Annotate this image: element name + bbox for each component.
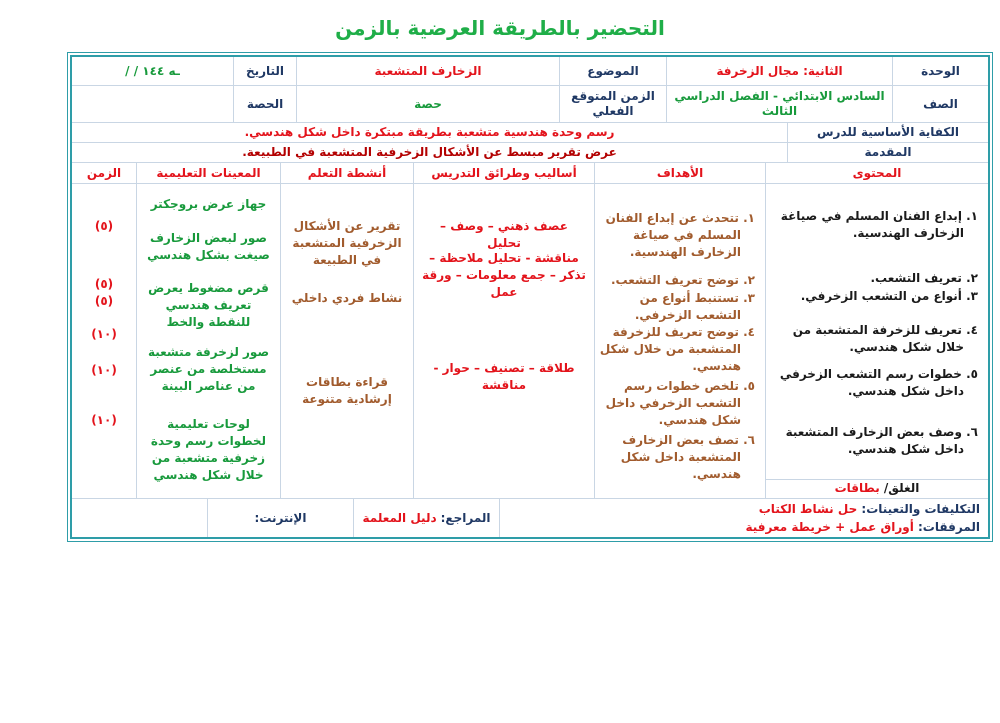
time-value: (١٠) [91,327,117,341]
closure-row [766,479,988,498]
objective-item: ٥. تلخص خطوات رسم التشعب الزخرفي داخل شكل هندسي. [605,379,755,427]
method-item: عصف ذهني – وصف – تحليل [440,219,568,250]
objective-item: ٦. تصف بعض الزخارف المتشعبة داخل شكل هندسي. [620,433,755,481]
aid-item: صور لزخرفة متشعبة مستخلصة من عنصر من عناصر البينة [147,345,270,393]
time-column [72,184,136,498]
intro-label: المقدمة [788,143,988,162]
aid-item: صور لبعض الزخارف صيغت بشكل هندسي [147,231,270,262]
lesson-plan-sheet [70,55,990,539]
attachments-label: المرفقات: [918,520,980,534]
intro-value: عرض تقرير مبسط عن الأشكال الزخرفية المتشعبة في الطبيعة. [72,143,787,162]
methods-column [414,184,594,498]
subject-value: الزخارف المتشعبة [297,57,559,85]
content-item: ٤. تعريف للزخرفة المتشعبة من خلال شكل هندسي. [792,323,978,354]
closure-label: الغلق/ [883,481,920,495]
unit-label: الوحدة [893,57,988,85]
competency-row [72,122,988,142]
activity-item: تقرير عن الأشكال الزخرفية المتشعبة في الطبيعة [292,219,402,267]
content-item: ١. إبداع الفنان المسلم في صياغة الزخارف الهندسية. [780,209,978,240]
references-value: دليل المعلمة [362,511,437,525]
content-column [766,184,988,498]
period-value [72,86,233,122]
header-activities: أنشطة التعلم [281,163,413,183]
aid-item: جهاز عرض بروجكتر [150,197,267,211]
competency-label: الكفاية الأساسية للدرس [788,123,988,142]
header-time: الزمن [72,163,136,183]
time-value: (٥) [94,277,114,291]
internet-cell: الإنترنت: [208,499,353,537]
time-value: (١٠) [91,413,117,427]
expected-time-label: الزمن المتوقع الفعلي [560,86,666,122]
assignments-line [508,500,980,518]
intro-row [72,142,988,162]
assignments-attachments-cell [500,499,988,537]
time-value: (١٠) [91,363,117,377]
method-item: طلاقة – تصنيف – حوار - مناقشة [433,361,575,392]
closure-value: بطاقات [834,481,880,495]
unit-value: الثانية: مجال الزخرفة [667,57,892,85]
activities-column [281,184,413,498]
grade-label: الصف [893,86,988,122]
page-title: التحضير بالطريقة العرضية بالزمن [335,16,665,40]
date-label: التاريخ [234,57,296,85]
header-aids: المعينات التعليمية [137,163,280,183]
attachments-value: أوراق عمل + خريطة معرفية [745,520,914,534]
objective-item: ١. تتحدث عن إبداع الفنان المسلم في صياغة الزخارف الهندسية. [605,211,755,259]
period-label: الحصة [234,86,296,122]
grade-value: السادس الابتدائي - الفصل الدراسي الثالث [667,86,892,122]
objectives-column [595,184,765,498]
content-item: ٣. أنواع من التشعب الزخرفي. [800,289,978,303]
assignments-label: التكليفات والتعينات: [861,502,980,516]
content-item: ٦. وصف بعض الزخارف المتشعبة داخل شكل هندسي. [785,425,978,456]
activity-item: نشاط فردي داخلي [291,291,403,305]
subject-label: الموضوع [560,57,666,85]
content-item: ٢. تعريف التشعب. [870,271,978,285]
header-objectives: الأهداف [595,163,765,183]
objective-item: ٢. توضح تعريف التشعب. [611,273,755,287]
footer-empty-cell [72,499,207,537]
objective-item: ٣. تستنبط أنواع من التشعب الزخرفي. [634,291,755,322]
info-section [72,57,988,122]
table-header-row [72,162,988,183]
time-value: (٥) [94,294,114,308]
method-item: مناقشة - تحليل ملاحظة – تذكر – جمع معلومات – ورقة عمل [422,251,586,299]
references-label: المراجع: [440,511,491,525]
objective-item: ٤. توضح تعريف للزخرفة المتشعبة من خلال شكل هندسي. [599,325,755,373]
header-methods: أساليب وطرائق التدريس [414,163,594,183]
aids-column [137,184,280,498]
aid-item: قرص مضغوط يعرض تعريف هندسي للنقطة والخط [148,281,269,329]
date-value: / / ١٤٤ هـ [72,57,233,85]
expected-time-value: حصة [297,86,559,122]
activity-item: قراءة بطاقات إرشادية متنوعة [302,375,392,406]
content-item: ٥. خطوات رسم التشعب الزخرفي داخل شكل هندسي. [779,367,978,398]
time-value: (٥) [94,219,114,233]
assignments-value: حل نشاط الكتاب [758,502,858,516]
footer-row [72,498,988,537]
table-body [72,183,988,498]
references-cell [354,499,499,537]
competency-value: رسم وحدة هندسية متشعبة بطريقة مبتكرة داخل شكل هندسي. [72,123,787,142]
lesson-plan-frame [67,52,993,542]
header-content: المحتوى [766,163,988,183]
aid-item: لوحات تعليمية لخطوات رسم وحدة زخرفية متشعبة من خلال شكل هندسي [150,417,267,482]
attachments-line [508,518,980,536]
